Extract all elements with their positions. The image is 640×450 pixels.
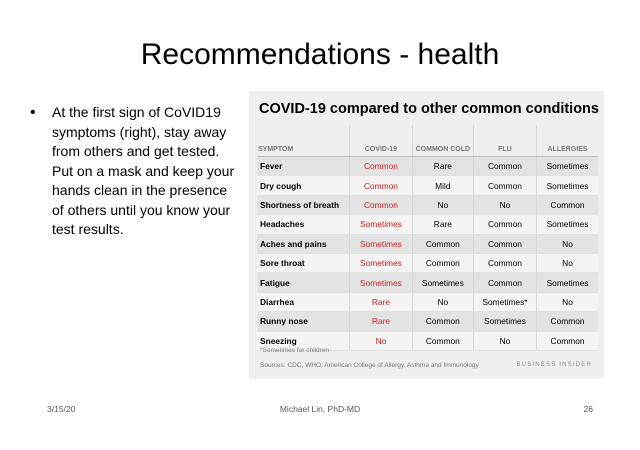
cell-covid: Common xyxy=(350,176,413,195)
cell-flu: No xyxy=(473,195,536,214)
table-header-row xyxy=(257,125,598,157)
table-row xyxy=(257,176,598,195)
symptom-table xyxy=(257,125,598,351)
cell-allergies: Sometimes xyxy=(537,157,598,176)
cell-flu: Common xyxy=(473,157,536,176)
table-row xyxy=(257,273,598,292)
brand-logo: BUSINESS INSIDER xyxy=(516,362,592,368)
cell-symptom: Dry cough xyxy=(257,176,350,195)
cell-allergies: Sometimes xyxy=(537,176,598,195)
bullet-text: At the first sign of CoVID19 symptoms (right), stay away from others and get tested. Put on a mask and keep your hands clean in the presence of others until you know your test results. xyxy=(52,104,235,237)
cell-symptom: Headaches xyxy=(257,215,350,234)
header-allergies: ALLERGIES xyxy=(537,125,598,157)
bullet-point xyxy=(30,103,240,240)
cell-symptom: Sore throat xyxy=(257,253,350,272)
cell-covid: Sometimes xyxy=(350,253,413,272)
cell-allergies: No xyxy=(537,253,598,272)
cell-flu: Common xyxy=(473,215,536,234)
cell-flu: Sometimes xyxy=(473,312,536,331)
cell-symptom: Runny nose xyxy=(257,312,350,331)
cell-covid: Sometimes xyxy=(350,234,413,253)
cell-common-cold: Common xyxy=(412,331,473,350)
cell-symptom: Shortness of breath xyxy=(257,195,350,214)
table-sources: Sources: CDC, WHO, American College of Allergy, Asthma and Immunology xyxy=(260,362,479,369)
table-row xyxy=(257,312,598,331)
header-covid: COVID-19 xyxy=(350,125,413,157)
bullet-dot-icon: • xyxy=(30,104,36,121)
cell-flu: Common xyxy=(473,176,536,195)
cell-symptom: Sneezing xyxy=(257,331,350,350)
cell-allergies: Common xyxy=(537,331,598,350)
cell-common-cold: Rare xyxy=(412,215,473,234)
cell-flu: No xyxy=(473,331,536,350)
table-footnote: *Sometimes for children xyxy=(260,347,329,354)
cell-allergies: Common xyxy=(537,312,598,331)
cell-symptom: Fever xyxy=(257,157,350,176)
footer-date: 3/15/20 xyxy=(47,404,76,414)
table-row xyxy=(257,157,598,176)
cell-flu: Common xyxy=(473,253,536,272)
cell-covid: Sometimes xyxy=(350,215,413,234)
table-title: COVID-19 compared to other common conditions xyxy=(259,101,599,117)
table-row xyxy=(257,234,598,253)
cell-allergies: No xyxy=(537,292,598,311)
cell-allergies: Common xyxy=(537,195,598,214)
table-row xyxy=(257,253,598,272)
cell-covid: No xyxy=(350,331,413,350)
cell-covid: Common xyxy=(350,195,413,214)
footer-author: Michael Lin, PhD-MD xyxy=(279,404,361,414)
cell-common-cold: Mild xyxy=(412,176,473,195)
cell-common-cold: Common xyxy=(412,312,473,331)
cell-common-cold: No xyxy=(412,195,473,214)
cell-allergies: No xyxy=(537,234,598,253)
symptom-comparison-card xyxy=(249,91,604,379)
table-body xyxy=(257,157,598,351)
header-symptom: SYMPTOM xyxy=(257,125,350,157)
cell-covid: Rare xyxy=(350,292,413,311)
header-flu: FLU xyxy=(473,125,536,157)
cell-allergies: Sometimes xyxy=(537,273,598,292)
cell-covid: Rare xyxy=(350,312,413,331)
cell-common-cold: Rare xyxy=(412,157,473,176)
cell-flu: Common xyxy=(473,273,536,292)
slide-title: Recommendations - health xyxy=(140,38,500,71)
footer-page-number: 26 xyxy=(583,404,593,414)
cell-symptom: Aches and pains xyxy=(257,234,350,253)
table-row xyxy=(257,292,598,311)
cell-common-cold: Common xyxy=(412,234,473,253)
cell-symptom: Fatigue xyxy=(257,273,350,292)
cell-common-cold: No xyxy=(412,292,473,311)
table-row xyxy=(257,215,598,234)
cell-common-cold: Sometimes xyxy=(412,273,473,292)
cell-symptom: Diarrhea xyxy=(257,292,350,311)
cell-flu: Common xyxy=(473,234,536,253)
cell-common-cold: Common xyxy=(412,253,473,272)
cell-allergies: Sometimes xyxy=(537,215,598,234)
cell-covid: Sometimes xyxy=(350,273,413,292)
table-row xyxy=(257,195,598,214)
cell-covid: Common xyxy=(350,157,413,176)
header-common-cold: COMMON COLD xyxy=(412,125,473,157)
cell-flu: Sometimes* xyxy=(473,292,536,311)
